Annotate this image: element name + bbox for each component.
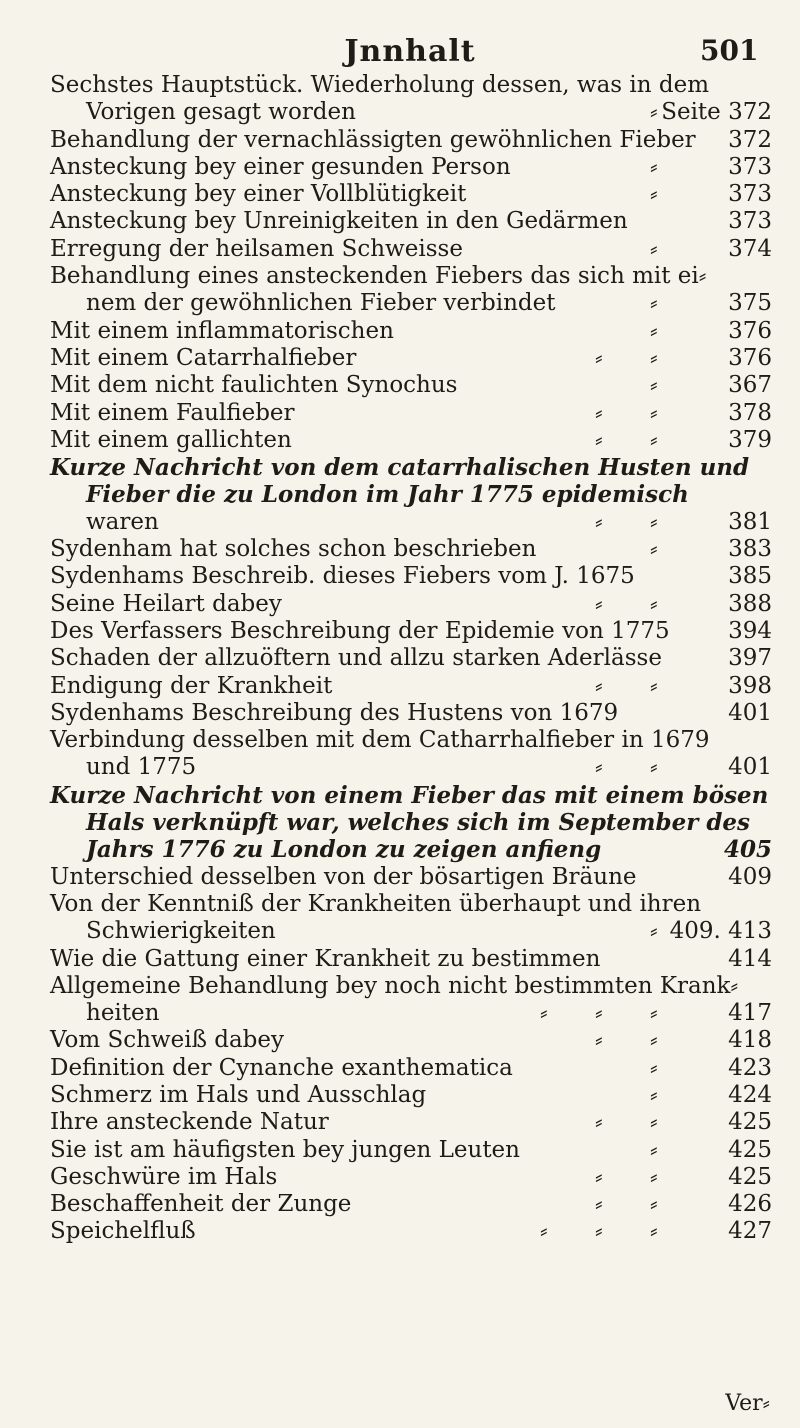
toc-entry-title: Fieber die zu London im Jahr 1775 epidemisch <box>86 481 689 509</box>
leader-mark: ⸗ <box>650 1000 658 1027</box>
toc-entry-page: 427 <box>728 1218 772 1245</box>
leader-mark: ⸗ <box>595 1027 603 1054</box>
toc-entry <box>50 864 772 891</box>
toc-entry-page: 426 <box>728 1191 772 1218</box>
leader-mark: ⸗ <box>650 344 658 371</box>
toc-entry-title: heiten <box>86 1000 160 1027</box>
toc-entry-page: 372 <box>728 126 772 153</box>
toc-entry <box>50 454 772 481</box>
toc-entry-title: Sechstes Hauptstück. Wiederholung dessen, was in dem <box>50 72 710 98</box>
catchword: Ver⸗ <box>725 1391 770 1416</box>
leader-mark: ⸗ <box>595 754 603 781</box>
toc-entry <box>50 891 772 918</box>
leader-mark: ⸗ <box>650 536 658 563</box>
toc-entry-title: Sydenhams Beschreib. dieses Fiebers vom J. 1675 <box>50 563 635 590</box>
toc-entry-page: 414 <box>728 945 772 972</box>
toc-entry-page: 409 <box>728 863 772 890</box>
toc-entry-title: Ansteckung bey einer Vollblütigkeit <box>50 181 467 208</box>
toc-entry <box>50 181 772 208</box>
toc-entry-page: 367 <box>728 372 772 399</box>
toc-entry-title: Definition der Cynanche exanthematica <box>50 1054 513 1081</box>
toc-entry-title: Geschwüre im Hals <box>50 1163 278 1190</box>
toc-entry-title: Mit einem Catarrhalfieber <box>50 344 357 371</box>
toc-entry-title: Von der Kenntniß der Krankheiten überhaupt und ihren <box>50 890 702 917</box>
toc-entry <box>50 1164 772 1191</box>
toc-entry-page: 373 <box>728 153 772 180</box>
leader-mark: ⸗ <box>595 426 603 453</box>
toc-entry-page: 376 <box>728 317 772 344</box>
leader-mark: ⸗ <box>650 153 658 180</box>
leader-mark: ⸗ <box>595 1191 603 1218</box>
toc-entry-page: 417 <box>728 1000 772 1027</box>
leader-mark: ⸗ <box>650 508 658 535</box>
toc-entry <box>50 618 772 645</box>
toc-entry <box>50 1000 772 1027</box>
toc-entry <box>50 236 772 263</box>
toc-entry-title: Mit dem nicht faulichten Synochus <box>50 372 458 399</box>
toc-entry <box>50 645 772 672</box>
toc-entry-title: Mit einem Faulfieber <box>50 399 295 426</box>
leader-mark: ⸗ <box>595 1000 603 1027</box>
toc-entry-page: 409. 413 <box>669 918 772 945</box>
toc-entry-title: Kurze Nachricht von einem Fieber das mit einem bösen <box>50 781 769 809</box>
toc-entry-page: 383 <box>728 536 772 563</box>
toc-entry <box>50 481 772 508</box>
toc-entry-title: Wie die Gattung einer Krankheit zu bestimmen <box>50 945 601 972</box>
toc-entry-title: Seine Heilart dabey <box>50 590 282 617</box>
leader-mark: ⸗ <box>595 1218 603 1245</box>
toc-entry-title: Endigung der Krankheit <box>50 672 333 699</box>
leader-mark: ⸗ <box>595 1163 603 1190</box>
toc-entry-page: 373 <box>728 181 772 208</box>
toc-entry-page: 425 <box>728 1109 772 1136</box>
toc-entry <box>50 509 772 536</box>
toc-entry <box>50 1191 772 1218</box>
leader-mark: ⸗ <box>650 426 658 453</box>
toc-entry <box>50 263 772 290</box>
toc-entry-title: Behandlung der vernachlässigten gewöhnlichen Fieber <box>50 126 696 153</box>
leader-mark: ⸗ <box>650 1136 658 1163</box>
leader-mark: ⸗ <box>595 508 603 535</box>
toc-entry-title: waren <box>86 508 159 535</box>
toc-entry <box>50 345 772 372</box>
toc-entry-title: Behandlung eines ansteckenden Fiebers das sich mit ei⸗ <box>50 263 707 290</box>
page-header <box>0 16 800 76</box>
toc-entry-page: 381 <box>728 508 772 535</box>
toc-entry-page: 376 <box>728 344 772 371</box>
toc-entry-title: Unterschied desselben von der bösartigen Bräune <box>50 863 637 890</box>
toc-entry-page: 394 <box>728 617 772 644</box>
toc-entry-title: Kurze Nachricht von dem catarrhalischen Husten und <box>50 454 750 482</box>
toc-entry-title: Sie ist am häufigsten bey jungen Leuten <box>50 1136 520 1163</box>
leader-mark: ⸗ <box>650 399 658 426</box>
leader-mark: ⸗ <box>650 317 658 344</box>
toc-entry <box>50 1082 772 1109</box>
toc-entry <box>50 318 772 345</box>
page-number: 501 <box>700 34 759 67</box>
toc-entry <box>50 400 772 427</box>
toc-entry <box>50 427 772 454</box>
toc-entry-page: Seite 372 <box>661 99 772 126</box>
toc-entry-page: 401 <box>728 754 772 781</box>
leader-mark: ⸗ <box>540 1218 548 1245</box>
leader-mark: ⸗ <box>650 290 658 317</box>
toc-entry <box>50 809 772 836</box>
leader-mark: ⸗ <box>650 672 658 699</box>
toc-entry-page: 398 <box>728 672 772 699</box>
leader-mark: ⸗ <box>595 1109 603 1136</box>
toc-entry-title: Beschaffenheit der Zunge <box>50 1191 352 1218</box>
toc-entry-title: Speichelfluß <box>50 1218 196 1245</box>
toc-entry-page: 425 <box>728 1163 772 1190</box>
toc-entry <box>50 1218 772 1245</box>
toc-entry <box>50 673 772 700</box>
toc-entry <box>50 208 772 235</box>
toc-entry <box>50 1027 772 1054</box>
toc-entry-page: 405 <box>723 836 772 864</box>
toc-entry-title: Hals verknüpft war, welches sich im September des <box>86 809 751 837</box>
toc-entry-title: Ihre ansteckende Natur <box>50 1109 329 1136</box>
toc-entry <box>50 290 772 317</box>
leader-mark: ⸗ <box>650 235 658 262</box>
leader-mark: ⸗ <box>650 181 658 208</box>
toc-entry <box>50 700 772 727</box>
toc-entry-title: Sydenham hat solches schon beschrieben <box>50 536 537 563</box>
leader-mark: ⸗ <box>650 1191 658 1218</box>
leader-mark: ⸗ <box>650 372 658 399</box>
table-of-contents <box>50 72 772 1246</box>
leader-mark: ⸗ <box>650 1081 658 1108</box>
leader-mark: ⸗ <box>595 344 603 371</box>
toc-entry-title: Erregung der heilsamen Schweisse <box>50 235 463 262</box>
toc-entry-page: 424 <box>728 1081 772 1108</box>
toc-entry-page: 374 <box>728 235 772 262</box>
running-head: Jnnhalt <box>344 34 476 69</box>
toc-entry <box>50 918 772 945</box>
toc-entry-title: Schmerz im Hals und Ausschlag <box>50 1081 427 1108</box>
leader-mark: ⸗ <box>595 399 603 426</box>
leader-mark: ⸗ <box>650 1027 658 1054</box>
toc-entry <box>50 1109 772 1136</box>
toc-entry-page: 375 <box>728 290 772 317</box>
toc-entry <box>50 1055 772 1082</box>
toc-entry-title: Ansteckung bey Unreinigkeiten in den Gedärmen <box>50 208 628 235</box>
toc-entry <box>50 727 772 754</box>
toc-entry-title: Verbindung desselben mit dem Catharrhalfieber in 1679 <box>50 727 710 754</box>
leader-mark: ⸗ <box>650 754 658 781</box>
toc-entry-page: 397 <box>728 645 772 672</box>
toc-entry <box>50 782 772 809</box>
leader-mark: ⸗ <box>540 1000 548 1027</box>
leader-mark: ⸗ <box>595 672 603 699</box>
leader-mark: ⸗ <box>650 1163 658 1190</box>
toc-entry <box>50 72 772 99</box>
toc-entry <box>50 1137 772 1164</box>
toc-entry <box>50 973 772 1000</box>
toc-entry-page: 373 <box>728 208 772 235</box>
toc-entry <box>50 836 772 863</box>
toc-entry-title: und 1775 <box>86 754 197 781</box>
toc-entry <box>50 946 772 973</box>
toc-entry <box>50 591 772 618</box>
leader-mark: ⸗ <box>650 1054 658 1081</box>
toc-entry <box>50 99 772 126</box>
toc-entry-title: Ansteckung bey einer gesunden Person <box>50 153 511 180</box>
toc-entry-title: Mit einem gallichten <box>50 426 292 453</box>
toc-entry-page: 425 <box>728 1136 772 1163</box>
toc-entry-page: 385 <box>728 563 772 590</box>
toc-entry <box>50 754 772 781</box>
toc-entry-title: Schwierigkeiten <box>86 918 276 945</box>
toc-entry-page: 379 <box>728 426 772 453</box>
toc-entry <box>50 372 772 399</box>
toc-entry <box>50 127 772 154</box>
toc-entry-title: Sydenhams Beschreibung des Hustens von 1679 <box>50 699 619 726</box>
leader-mark: ⸗ <box>650 590 658 617</box>
leader-mark: ⸗ <box>595 590 603 617</box>
leader-mark: ⸗ <box>650 99 658 126</box>
toc-entry-title: Mit einem inflammatorischen <box>50 317 394 344</box>
toc-entry-page: 388 <box>728 590 772 617</box>
leader-mark: ⸗ <box>650 918 658 945</box>
toc-entry-page: 418 <box>728 1027 772 1054</box>
toc-entry-title: Jahrs 1776 zu London zu zeigen anfieng <box>86 836 602 864</box>
leader-mark: ⸗ <box>650 1218 658 1245</box>
toc-entry <box>50 536 772 563</box>
toc-entry <box>50 154 772 181</box>
toc-entry-title: Des Verfassers Beschreibung der Epidemie von 1775 <box>50 617 670 644</box>
toc-entry-title: Vorigen gesagt worden <box>86 99 356 126</box>
toc-entry-title: Allgemeine Behandlung bey noch nicht bestimmten Krank⸗ <box>50 972 739 999</box>
toc-entry-title: Vom Schweiß dabey <box>50 1027 285 1054</box>
toc-entry <box>50 563 772 590</box>
toc-entry-page: 401 <box>728 699 772 726</box>
toc-entry-page: 423 <box>728 1054 772 1081</box>
leader-mark: ⸗ <box>650 1109 658 1136</box>
toc-entry-page: 378 <box>728 399 772 426</box>
toc-entry-title: Schaden der allzuöftern und allzu starken Aderlässe <box>50 645 662 672</box>
toc-entry-title: nem der gewöhnlichen Fieber verbindet <box>86 290 556 317</box>
